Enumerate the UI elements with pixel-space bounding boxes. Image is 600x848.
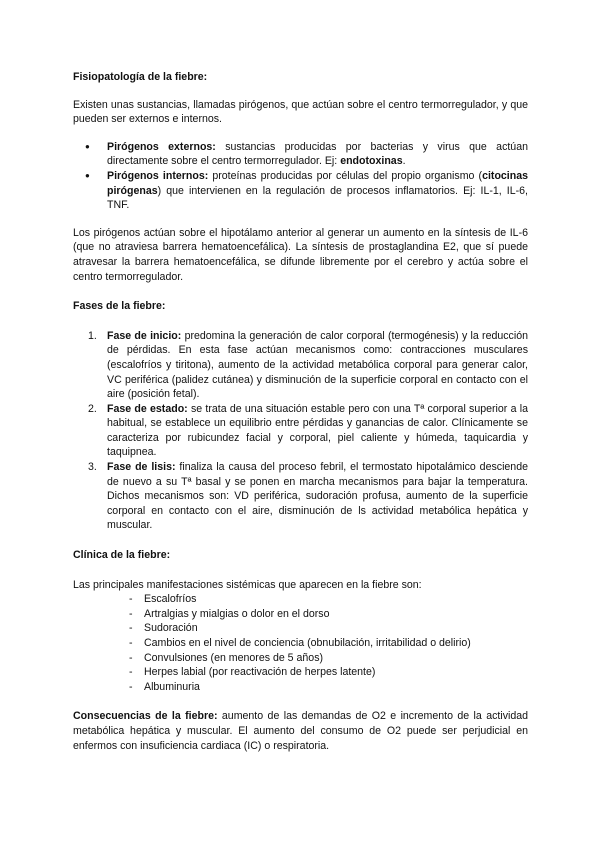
- list-item: - Convulsiones (en menores de 5 años): [144, 651, 528, 666]
- phase-term: Fase de inicio:: [107, 329, 182, 342]
- phase-text: predomina la generación de calor corporal (termogénesis) y la reducción de pérdidas. En esta fase actúan mecanismos como: contracciones musculares (escalofríos y tiritona), aumento de la actividad metabólica corporal para generar calor, VC periférica (palidez cutánea) y disminución de la superficie corporal en contacto con el aire (posición fetal).: [107, 329, 528, 401]
- bullet-term: Pirógenos externos:: [107, 140, 216, 153]
- fases-list: [73, 329, 528, 533]
- consecuencias-term: Consecuencias de la fiebre:: [73, 710, 218, 723]
- consecuencias-text: aumento de las demandas de O2 e incremento de la actividad metabólica hepática y muscular. El aumento del consumo de O2 puede ser perjudicial en enfermos con insuficiencia cardiaca (IC) o respiratoria.: [73, 710, 529, 752]
- list-item: [107, 140, 528, 169]
- fisiopatologia-intro: Existen unas sustancias, llamadas pirógenos, que actúan sobre el centro termorregulador, y que pueden ser externos e internos.: [73, 98, 528, 126]
- list-item: - Cambios en el nivel de conciencia (obnubilación, irritabilidad o delirio): [144, 636, 528, 651]
- list-item: [107, 169, 528, 213]
- fisiopatologia-paragraph: Los pirógenos actúan sobre el hipotálamo anterior al generar un aumento en la síntesis de IL-6 (que no atraviesa barrera hematoencefálica). La síntesis de prostaglandina E2, que sí puede atravesar la barrera hematoencefálica, se difunde libremente por el cerebro y actúa sobre el centro termorregulador.: [73, 226, 528, 283]
- clinica-intro: Las principales manifestaciones sistémicas que aparecen en la fiebre son:: [73, 578, 422, 591]
- list-item: [88, 460, 528, 533]
- list-number: 3.: [88, 461, 97, 474]
- phase-term: Fase de lisis:: [107, 461, 176, 474]
- phase-text: se trata de una situación estable pero con una Tª corporal superior a la habitual, se establece un equilibrio entre pérdidas y ganancias de calor. Clínicamente se caracteriza por rubicundez facial y corporal, piel caliente y húmeda, taquicardia y taquipnea.: [107, 402, 528, 459]
- list-item: - Sudoración: [144, 621, 528, 636]
- bullet-example: endotoxinas: [340, 155, 403, 168]
- document-body: [73, 70, 528, 753]
- list-item: - Herpes labial (por reactivación de herpes latente): [144, 665, 528, 680]
- phase-term: Fase de estado:: [107, 402, 188, 415]
- bullet-text-end: .: [402, 155, 406, 168]
- bullet-example: citocinas pirógenas: [107, 169, 529, 197]
- section-heading-fisiopatologia: Fisiopatología de la fiebre:: [73, 71, 208, 83]
- list-item: - Albuminuria: [144, 680, 528, 695]
- section-heading-fases: Fases de la fiebre:: [73, 300, 166, 313]
- pirogenos-list: [73, 140, 528, 213]
- manifestaciones-list: [73, 592, 528, 694]
- list-number: 2.: [88, 402, 97, 415]
- list-item: [88, 329, 528, 402]
- bullet-text-end: ) que intervienen en la regulación de procesos inflamatorios. Ej: IL-1, IL-6, TNF.: [107, 184, 528, 212]
- bullet-text: sustancias producidas por bacterias y virus que actúan directamente sobre el centro termorregulador. Ej:: [107, 140, 528, 168]
- consecuencias-paragraph: [73, 709, 528, 753]
- bullet-term: Pirógenos internos:: [107, 169, 209, 182]
- list-item: [88, 402, 528, 460]
- section-heading-clinica: Clínica de la fiebre:: [73, 549, 171, 562]
- list-number: 1.: [88, 329, 97, 342]
- phase-text: finaliza la causa del proceso febril, el termostato hipotalámico desciende de nuevo a su Tª basal y se ponen en marcha mecanismos para bajar la temperatura. Dichos mecanismos son: VD periférica, sudoración profusa, aumento de la superficie corporal en contacto con el aire, disminución de ls actividad metabólica hepática y muscular.: [107, 461, 528, 532]
- list-item: - Artralgias y mialgias o dolor en el dorso: [144, 607, 528, 622]
- list-item: - Escalofríos: [144, 592, 528, 607]
- bullet-text: proteínas producidas por células del propio organismo (: [208, 169, 483, 182]
